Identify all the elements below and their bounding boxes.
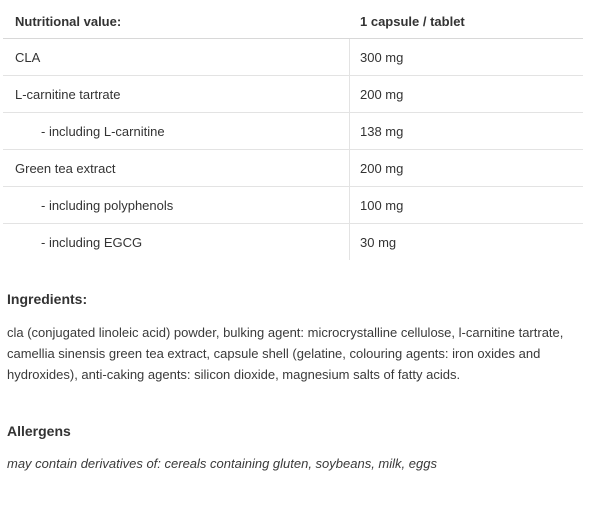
nutrient-name-sub: - including L-carnitine <box>41 123 165 139</box>
nutrient-value: 100 mg <box>360 197 404 213</box>
table-row <box>3 224 583 260</box>
nutrition-table <box>3 4 583 260</box>
table-row <box>3 187 583 224</box>
nutrition-table-header <box>3 4 583 39</box>
nutrient-name: L-carnitine tartrate <box>15 86 121 102</box>
table-row <box>3 150 583 187</box>
table-row <box>3 113 583 150</box>
nutrition-header-name: Nutritional value: <box>15 13 122 29</box>
nutrient-value: 200 mg <box>360 86 404 102</box>
table-row <box>3 76 583 113</box>
nutrient-value: 138 mg <box>360 123 404 139</box>
ingredients-heading: Ingredients: <box>7 291 88 307</box>
allergens-heading: Allergens <box>7 423 71 439</box>
nutrient-name-sub: - including polyphenols <box>41 197 174 213</box>
nutrition-header-value: 1 capsule / tablet <box>360 13 465 29</box>
nutrient-name: CLA <box>15 49 41 65</box>
nutrient-name: Green tea extract <box>15 160 116 176</box>
nutrient-name-sub: - including EGCG <box>41 234 143 250</box>
ingredients-text: cla (conjugated linoleic acid) powder, bulking agent: microcrystalline cellulose, l-carnitine tartrate, camellia sinensis green tea extract, capsule shell (gelatine, colouring agents: iron oxides and hydroxides), anti-caking agents: silicon dioxide, magnesium salts of fatty acids. <box>7 325 564 382</box>
nutrient-value: 30 mg <box>360 234 397 250</box>
allergens-text: may contain derivatives of: cereals containing gluten, soybeans, milk, eggs <box>7 456 437 471</box>
nutrient-value: 300 mg <box>360 49 404 65</box>
nutrient-value: 200 mg <box>360 160 404 176</box>
table-row <box>3 39 583 76</box>
